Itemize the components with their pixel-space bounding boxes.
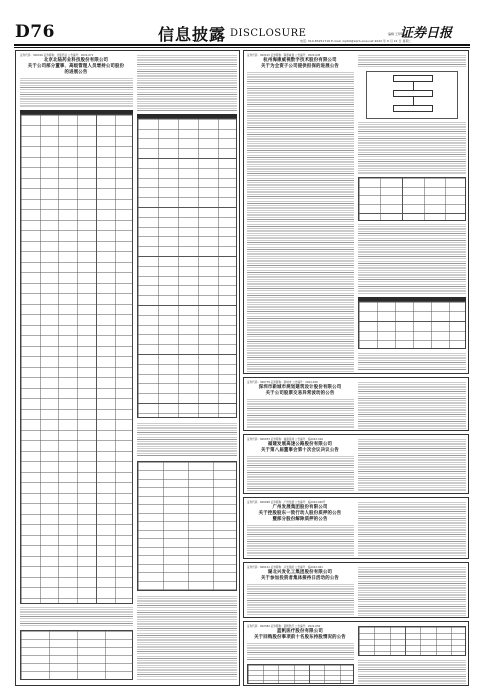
stock-code-line: 证券代码：300016 证券简称：北陆药业 公告编号：2022-071 (20, 54, 94, 57)
body-text (358, 55, 466, 69)
title-line: 暨部分股份解除质押的公告 (272, 517, 328, 522)
stock-code-line: 证券代码：002415 证券简称：海康威视 公告编号：2022-045 (247, 54, 321, 57)
title-line: 蓝帆医疗股份有限公司 (277, 629, 323, 634)
announcement-title (244, 629, 356, 641)
body-text (358, 502, 466, 557)
section-title-en: DISCLOSURE (230, 28, 307, 39)
body-text (358, 660, 466, 684)
announcement-title (244, 505, 356, 523)
org-chart (366, 71, 458, 119)
body-text (358, 122, 466, 174)
title-line: 湖北兴发化工集团股份有限公司 (267, 570, 333, 575)
announcement-title (244, 58, 356, 70)
stock-code-line: 证券代码：600098 证券简称：广州发展 公告编号：临2022-040号 (247, 501, 326, 504)
title-line: 福建发展高速公路股份有限公司 (267, 442, 333, 447)
body-text (20, 78, 133, 108)
transaction-table (137, 118, 237, 418)
stock-code-line: 证券代码：300778 证券简称：新城市 公告编号：2022-036 (247, 381, 318, 384)
body-text (358, 382, 466, 429)
newspaper-masthead: 证券日报 (400, 26, 453, 41)
shareholder-table (247, 664, 354, 684)
announcement-ann4 (243, 434, 469, 494)
body-text (358, 353, 466, 371)
org-chart-node (393, 105, 433, 112)
title-line: 关于回购股份事项前十名股东持股情况的公告 (254, 635, 346, 640)
org-chart-connector (413, 82, 414, 90)
contact-line: 电话: 010-83251716 E-mail: zqrb9@zqrb.sina.net 2022 年 6 月 21 日 星期二 (300, 39, 412, 43)
guarantee-table (358, 177, 466, 221)
announcement-title (16, 58, 136, 76)
detail-table (137, 461, 237, 591)
body-text (137, 55, 237, 111)
section-title: 信息披露 (158, 25, 227, 44)
title-line: 深圳市新城市规划建筑设计股份有限公司 (258, 385, 342, 390)
stock-code-line: 证券代码：600141 证券简称：兴发集团 公告编号：临2022-061 (247, 566, 323, 569)
announcement-ann1 (15, 50, 240, 686)
title-line: 关于控股股东一致行动人股份质押的公告 (258, 511, 342, 516)
body-text (137, 596, 237, 680)
announcement-ann6 (243, 562, 469, 618)
header-rule-thin (14, 47, 470, 48)
body-text (247, 72, 354, 372)
shareholder-table (358, 626, 466, 656)
announcement-ann2 (243, 50, 469, 374)
announcement-ann7 (243, 621, 469, 686)
title-line: 关于参加投资者集体接待日活动的公告 (260, 576, 340, 581)
body-text (247, 643, 354, 661)
stock-code-line: 证券代码：002382 证券简称：蓝帆医疗 公告编号：2022-050 (247, 625, 321, 628)
title-line: 关于公司部分董事、高级管理人员增持公司股份 (27, 64, 125, 69)
summary-table (20, 630, 133, 680)
body-text (137, 423, 237, 457)
body-text (247, 456, 354, 492)
financial-table (358, 301, 466, 349)
page-number: D76 (15, 22, 55, 42)
body-text (247, 525, 354, 557)
announcement-ann5 (243, 497, 469, 559)
body-text (247, 399, 354, 429)
title-line: 关于公司股票交易异常波动的公告 (265, 391, 335, 396)
body-text (358, 224, 466, 294)
announcement-title (244, 385, 356, 397)
announcement-title (244, 570, 356, 582)
announcement-ann3 (243, 377, 469, 431)
title-line: 杭州海康威视数字技术股份有限公司 (263, 58, 337, 63)
editor-credit: 编辑 王梦敏 (388, 32, 404, 36)
title-line: 北京北陆药业科技股份有限公司 (43, 58, 109, 63)
body-text (358, 439, 466, 492)
title-line: 关于为全资子公司提供担保的进展公告 (260, 64, 340, 69)
announcement-title (244, 442, 356, 454)
holdings-table (20, 114, 133, 604)
title-line: 的进展公告 (64, 70, 88, 75)
title-line: 关于第八届董事会第十次会议决议公告 (260, 448, 340, 453)
body-text (20, 607, 133, 627)
body-text (358, 567, 466, 616)
stock-code-line: 证券代码：600033 证券简称：福建高速 公告编号：临2022-016 (247, 438, 323, 441)
org-chart-node (393, 90, 433, 97)
title-line: 广州发展集团股份有限公司 (272, 505, 328, 510)
org-chart-connector (413, 97, 414, 105)
body-text (247, 584, 354, 616)
org-chart-node (393, 75, 433, 82)
header-rule (14, 44, 470, 46)
